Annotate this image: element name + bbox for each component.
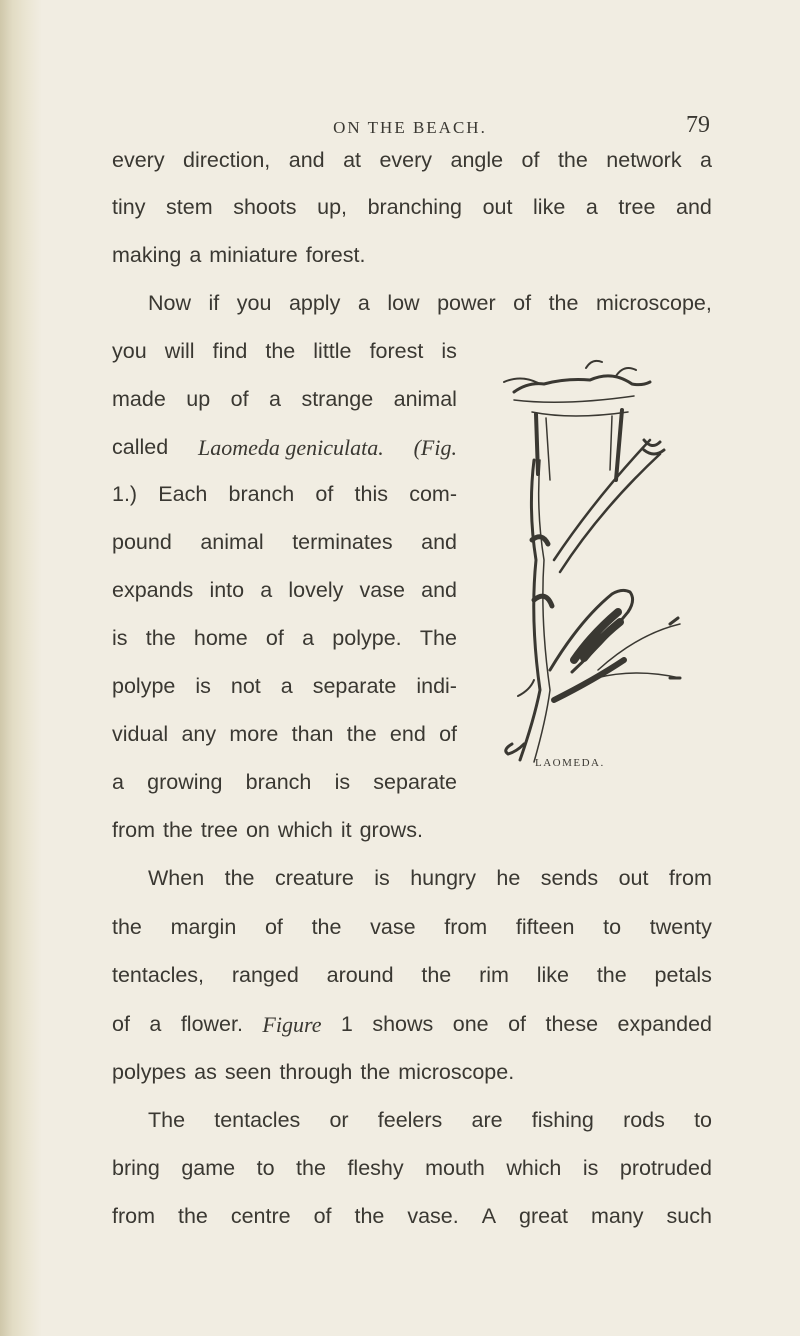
word: these <box>545 1012 599 1036</box>
word: on <box>245 818 270 842</box>
word: is <box>195 674 211 698</box>
word: making <box>112 243 182 267</box>
word: the <box>296 1156 326 1180</box>
word: Now <box>148 291 192 315</box>
word: around <box>326 963 394 987</box>
word: or <box>329 1108 349 1132</box>
word: tentacles <box>214 1108 301 1132</box>
word: which <box>506 1156 562 1180</box>
word: is <box>374 866 390 890</box>
word: sends <box>540 866 599 890</box>
word: from <box>668 866 712 890</box>
word: not <box>230 674 261 698</box>
word: the <box>421 963 452 987</box>
word: it <box>340 818 352 842</box>
text-line <box>112 389 457 411</box>
word: expands <box>112 578 194 602</box>
text-line <box>112 917 712 939</box>
word: a <box>149 1012 162 1036</box>
word: end <box>389 722 426 746</box>
word: angle <box>450 148 504 172</box>
word: The <box>419 626 457 650</box>
word: tiny <box>112 195 146 219</box>
word: tree <box>618 195 656 219</box>
word: centre <box>230 1204 291 1228</box>
text-line <box>112 724 457 746</box>
word: indi- <box>416 674 457 698</box>
word: direction, <box>183 148 271 172</box>
word: animal <box>393 387 457 411</box>
word: and <box>288 148 325 172</box>
word: are <box>471 1108 503 1132</box>
word: to <box>694 1108 712 1132</box>
word: of <box>513 291 532 315</box>
word: (Fig. <box>413 435 457 460</box>
word: tentacles, <box>112 963 205 987</box>
text-line <box>112 772 457 794</box>
word: Each <box>158 482 208 506</box>
word: you <box>112 339 147 363</box>
word: rim <box>479 963 509 987</box>
word: feelers <box>377 1108 443 1132</box>
word: network <box>606 148 682 172</box>
word: of <box>313 1204 332 1228</box>
word: When <box>148 866 205 890</box>
word: out <box>618 866 649 890</box>
word: such <box>666 1204 712 1228</box>
word: polypes <box>112 1060 187 1084</box>
word: a <box>260 578 273 602</box>
word: the <box>557 148 588 172</box>
word: shoots <box>233 195 297 219</box>
word: branch <box>228 482 295 506</box>
word: polype. <box>332 626 402 650</box>
word: apply <box>288 291 341 315</box>
word: of <box>508 1012 527 1036</box>
word: microscope. <box>398 1060 515 1084</box>
word: is <box>334 770 351 794</box>
word: vase <box>370 915 416 939</box>
word: polype <box>112 674 176 698</box>
page-binding-edge <box>0 0 42 1336</box>
word: pound <box>112 530 172 554</box>
text-line <box>112 676 457 698</box>
word: a <box>302 626 315 650</box>
word: stem <box>166 195 213 219</box>
word: strange <box>301 387 374 411</box>
word: a <box>585 195 598 219</box>
word: little <box>313 339 352 363</box>
word: tree <box>200 818 238 842</box>
word: if <box>208 291 220 315</box>
word: every <box>112 148 165 172</box>
word: separate <box>312 674 397 698</box>
word: petals <box>654 963 712 987</box>
word: the <box>548 291 579 315</box>
word: to <box>256 1156 275 1180</box>
word: vase <box>359 578 405 602</box>
text-line <box>112 245 712 267</box>
text-line <box>112 965 712 987</box>
word: the <box>177 1204 208 1228</box>
word: 1 <box>340 1012 353 1036</box>
word: power <box>437 291 496 315</box>
word: a <box>357 291 370 315</box>
word: every <box>379 148 433 172</box>
word: com- <box>409 482 457 506</box>
word: terminates <box>292 530 393 554</box>
word: flower. <box>180 1012 243 1036</box>
word: a <box>700 148 712 172</box>
page-header <box>110 112 710 148</box>
running-head: ON THE BEACH. <box>333 118 487 137</box>
word: animal <box>200 530 264 554</box>
word: like <box>533 195 566 219</box>
text-line <box>112 1206 712 1228</box>
text-line <box>112 437 457 459</box>
word: of <box>264 915 283 939</box>
word: any <box>181 722 217 746</box>
word: made <box>112 387 166 411</box>
word: of <box>230 387 249 411</box>
text-line <box>112 150 712 172</box>
word: twenty <box>649 915 712 939</box>
word: margin <box>170 915 237 939</box>
word: vidual <box>112 722 169 746</box>
word: rods <box>623 1108 665 1132</box>
word: and <box>421 530 457 554</box>
word: lovely <box>288 578 344 602</box>
word: the <box>224 866 255 890</box>
text-line <box>148 868 712 890</box>
text-line <box>112 341 457 363</box>
text-line <box>112 1062 712 1084</box>
word: find <box>212 339 248 363</box>
word: A <box>481 1204 497 1228</box>
word: protruded <box>619 1156 712 1180</box>
word: home <box>193 626 248 650</box>
word: like <box>536 963 570 987</box>
word: the <box>346 722 377 746</box>
word: shows <box>372 1012 434 1036</box>
word: of <box>315 482 334 506</box>
word: through <box>279 1060 353 1084</box>
word: at <box>343 148 361 172</box>
word: a <box>280 674 293 698</box>
word: mouth <box>425 1156 485 1180</box>
word: the <box>112 915 142 939</box>
word: of <box>521 148 540 172</box>
word: many <box>590 1204 644 1228</box>
word: game <box>181 1156 236 1180</box>
word: Figure <box>262 1012 322 1037</box>
word: Laomeda geniculata. <box>198 435 384 460</box>
word: branch <box>245 770 312 794</box>
word: is <box>582 1156 599 1180</box>
word: the <box>360 1060 391 1084</box>
text-line <box>148 1110 712 1132</box>
text-line <box>112 628 457 650</box>
figure-caption: LAOMEDA. <box>535 757 605 769</box>
word: separate <box>373 770 457 794</box>
word: from <box>112 818 155 842</box>
word: you <box>236 291 272 315</box>
word: grows. <box>359 818 423 842</box>
word: branching <box>367 195 462 219</box>
word: the <box>354 1204 385 1228</box>
word: from <box>444 915 488 939</box>
word: called <box>112 435 169 459</box>
word: a <box>189 243 202 267</box>
word: from <box>112 1204 155 1228</box>
word: great <box>519 1204 569 1228</box>
text-line <box>112 197 712 219</box>
text-line <box>148 293 712 315</box>
word: up, <box>317 195 347 219</box>
word: growing <box>147 770 223 794</box>
word: fifteen <box>515 915 575 939</box>
text-line <box>112 1014 712 1036</box>
word: more <box>229 722 279 746</box>
word: a <box>112 770 124 794</box>
word: vase. <box>407 1204 459 1228</box>
word: creature <box>274 866 354 890</box>
word: one <box>452 1012 489 1036</box>
word: low <box>387 291 420 315</box>
word: and <box>676 195 712 219</box>
word: than <box>291 722 334 746</box>
word: into <box>209 578 245 602</box>
word: is <box>112 626 128 650</box>
word: of <box>112 1012 130 1036</box>
word: 1.) <box>112 482 138 506</box>
word: as <box>194 1060 217 1084</box>
word: the <box>265 339 296 363</box>
word: ranged <box>231 963 299 987</box>
text-line <box>112 1158 712 1180</box>
text-line <box>112 532 457 554</box>
page-number: 79 <box>686 112 710 138</box>
word: of <box>265 626 284 650</box>
word: bring <box>112 1156 160 1180</box>
laomeda-illustration <box>494 340 684 780</box>
word: forest. <box>305 243 366 267</box>
text-line <box>112 820 457 842</box>
word: the <box>163 818 193 842</box>
word: forest <box>369 339 424 363</box>
word: the <box>596 963 627 987</box>
word: is <box>441 339 457 363</box>
word: the <box>145 626 176 650</box>
word: microscope, <box>595 291 712 315</box>
word: a <box>269 387 281 411</box>
word: the <box>311 915 342 939</box>
word: up <box>186 387 211 411</box>
word: will <box>164 339 195 363</box>
word: seen <box>224 1060 272 1084</box>
word: The <box>148 1108 186 1132</box>
word: to <box>603 915 622 939</box>
word: fishing <box>531 1108 594 1132</box>
word: expanded <box>617 1012 712 1036</box>
word: fleshy <box>347 1156 404 1180</box>
word: he <box>496 866 521 890</box>
word: and <box>421 578 457 602</box>
word: which <box>277 818 333 842</box>
word: out <box>482 195 513 219</box>
word: this <box>354 482 389 506</box>
text-line <box>112 580 457 602</box>
word: miniature <box>209 243 298 267</box>
word: of <box>439 722 457 746</box>
text-line <box>112 484 457 506</box>
word: hungry <box>410 866 476 890</box>
